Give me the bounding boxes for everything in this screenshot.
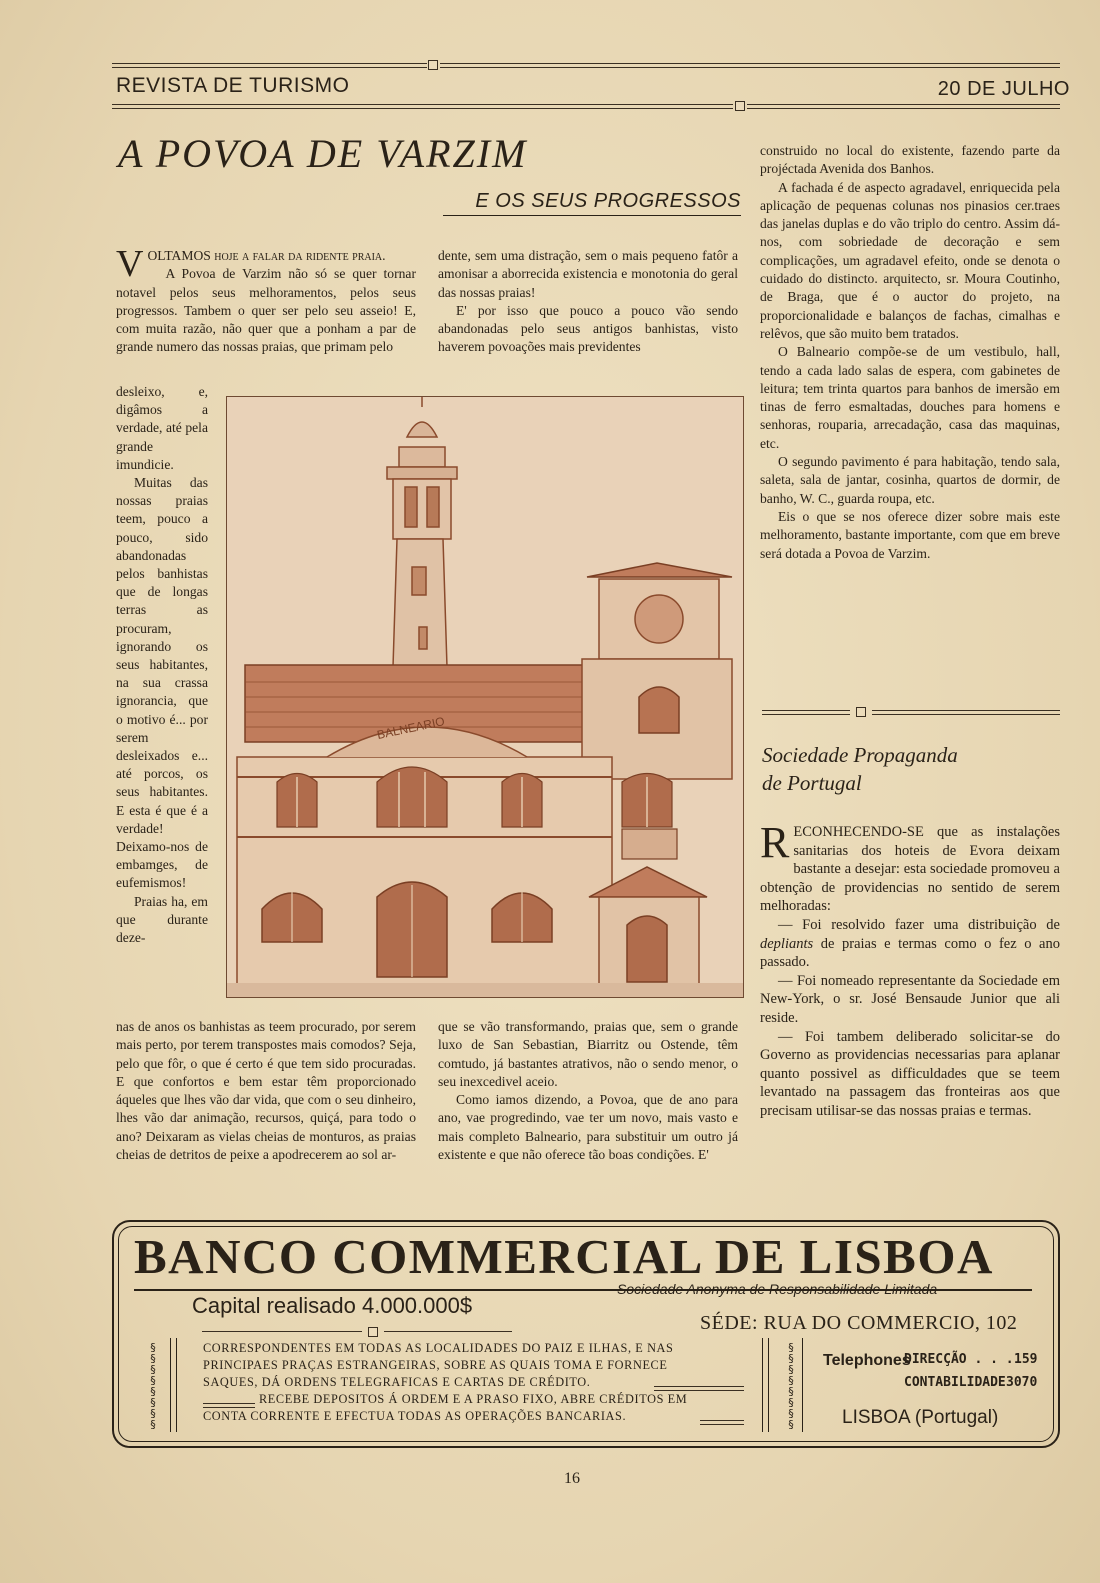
article-subtitle: E OS SEUS PROGRESSOS <box>443 190 741 216</box>
paragraph: Como iamos dizendo, a Povoa, que de ano para ano, vae progredindo, vae ter um novo, mais vasto e mais completo Balneario, para substituir um outro já existente e que não oferece tão boas condições. E' <box>438 1092 738 1163</box>
section-divider <box>762 710 850 715</box>
ornament-column: § § § § § § § § <box>788 1341 794 1431</box>
balneario-illustration <box>226 396 744 998</box>
ornament-square <box>368 1327 378 1337</box>
ad-text-rule <box>654 1386 744 1391</box>
article-column-1-bottom <box>116 1018 416 1164</box>
ornament-column: § § § § § § § § <box>150 1341 156 1431</box>
bank-city: LISBOA (Portugal) <box>842 1407 999 1428</box>
news-title <box>762 741 958 797</box>
paragraph: nas de anos os banhistas as teem procurado, por serem mais perto, por terem transpostes mais comodos? Seja, pelo que fôr, o que é certo é que tem sido procuradas. E que confortos e bem estar têm proporcionado áqueles que lhes vão dar vida, que com o seu dinheiro, lhes vão dar animação, recursos, quiçá, para todo o ano? Deixaram as vielas cheias de monturos, as praias cheias de detritos de peixe a apodrecerem ao sol ar- <box>116 1019 416 1163</box>
ad-text-line: CORRESPONDENTES EM TODAS AS LOCALIDADES DO PAIZ E ILHAS, E NAS <box>203 1341 674 1355</box>
news-intro: ECONHECENDO-SE que as instalações sanitarias dos hoteis de Evora deixam bastante a desejar: esta sociedade promoveu a obtenção de providencias no sentido de serem melhoradas: <box>760 824 1060 915</box>
ornament-vertical-rule <box>176 1338 177 1432</box>
news-item: — Foi tambem deliberado solicitar-se do Governo as providencias necessarias para aplanar quanto possivel as difficuldades que se teem levantado na passagem das fronteiras aos que precisam utilisar-se das nossas praias e termas. <box>760 1028 1060 1119</box>
paragraph: A fachada é de aspecto agradavel, enriquecida pela aplicação de pequenas colunas nos pinasios cer.traes das janelas duplas e do vão triplo do centro. Assim dá-nos, com sobriedade de decoração e sem complicações, um agradavel efeito, onde se denota o cuidado do distincto. arquitecto, sr. Moura Coutinho, de Braga, que é o auctor do projeto, na proporcionalidade e balanços de fachas, cimalhas e relêvos, que são muito bem tratados. <box>760 179 1060 341</box>
article-column-3 <box>760 142 1060 563</box>
ad-text-line: RECEBE DEPOSITOS Á ORDEM E A PRASO FIXO, ABRE CRÉDITOS EM <box>259 1392 688 1406</box>
ornament-vertical-rule <box>170 1338 171 1432</box>
telephone-direction-label: DIRECÇÃO . . . <box>904 1352 1014 1367</box>
ornament-vertical-rule <box>762 1338 763 1432</box>
ad-text-line: PRINCIPAES PRAÇAS ESTRANGEIRAS, SOBRE AS QUAIS TOMA E FORNECE <box>203 1358 668 1372</box>
article-column-2-bottom <box>438 1018 738 1164</box>
paragraph: OLTAMOS hoje a falar da ridente praia. <box>147 248 386 263</box>
magazine-title: REVISTA DE TURISMO <box>116 74 350 97</box>
telephone-direction-number: 159 <box>1014 1352 1038 1367</box>
ad-text-line: SAQUES, DÁ ORDENS TELEGRAFICAS E CARTAS DE CRÉDITO. <box>203 1375 591 1389</box>
telephone-accounting-number: 3070 <box>1006 1375 1038 1390</box>
article-column-1-top <box>116 243 416 357</box>
news-column <box>760 818 1060 1121</box>
paragraph: A Povoa de Varzim não só se quer tornar notavel pelos seus melhoramentos, pelos seus progressos. Tambem o quer ser pelo seu asseio! E, com muita razão, não quer que a ponham a par de grande numero das nossas praias, que primam pelo <box>116 266 416 355</box>
building-drawing <box>227 397 743 997</box>
news-item-emphasis: depliants <box>760 935 814 952</box>
paragraph: que se vão transformando, praias que, sem o grande luxo de San Sebastian, Biarritz ou Ostende, têm comtudo, já bastantes atrativos, não o sendo menor, o seu inexcedivel aceio. <box>438 1019 738 1089</box>
bank-services-text <box>203 1340 745 1425</box>
header-rule-top <box>440 63 1060 68</box>
issue-date: 20 DE JULHO <box>937 78 1070 100</box>
header-rule-bottom <box>747 104 1060 109</box>
ornament-square <box>428 60 438 70</box>
bank-headquarters: SÉDE: RUA DO COMMERCIO, 102 <box>700 1312 1018 1334</box>
news-item-text: — Foi resolvido fazer uma distribuição de <box>778 916 1060 933</box>
news-title-line: de Portugal <box>762 771 862 795</box>
telephone-accounting-label: CONTABILIDADE <box>904 1375 1006 1390</box>
news-item <box>760 916 1060 972</box>
paragraph: dente, sem uma distração, sem o mais pequeno fatôr a amonisar a aborrecida existencia e monotonia do geral das nossas praias! <box>438 248 738 300</box>
news-item: — Foi nomeado representante da Sociedade em New-York, o sr. José Bensaude Junior que ali reside. <box>760 972 1060 1026</box>
illustration-sign: BALNEARIO <box>375 714 446 743</box>
bank-capital: Capital realisado 4.000.000$ <box>192 1293 473 1318</box>
ad-text-line: CONTA CORRENTE E EFECTUA TODAS AS OPERAÇÕES BANCARIAS. <box>203 1409 627 1423</box>
capital-rule <box>202 1331 362 1332</box>
article-column-2-top <box>438 247 738 357</box>
ad-text-rule <box>700 1420 744 1425</box>
ornament-vertical-rule <box>768 1338 769 1432</box>
telephones-label: Telephones <box>823 1352 911 1369</box>
drop-cap: R <box>760 818 790 867</box>
ad-text-rule <box>203 1403 255 1408</box>
paragraph: Muitas das nossas praias teem, pouco a pouco, sido abandonadas pelos banhistas que de longas terras as procuram, ignorando os seus habitantes, na sua crassa ignorancia, que o motivo é... por serem desleixados e... até porcos, os seus habitantes. E esta é que é a verdade! Deixamo-nos de embamges, de eufemismos! <box>116 475 208 891</box>
news-item-text: de praias e termas como o fez o ano passado. <box>760 935 1060 971</box>
ornament-square <box>856 707 866 717</box>
news-title-line: Sociedade Propaganda <box>762 743 958 767</box>
paragraph: Praias ha, em que durante deze- <box>116 893 208 946</box>
bank-name: BANCO COMMERCIAL DE LISBOA <box>134 1229 994 1284</box>
page-number: 16 <box>564 1470 580 1487</box>
ornament-vertical-rule <box>802 1338 803 1432</box>
article-column-1-narrow <box>116 383 208 947</box>
header-rule-bottom <box>112 104 733 109</box>
bank-society-type: Sociedade Anonyma de Responsabilidade Limitada <box>617 1281 938 1297</box>
section-divider <box>872 710 1060 715</box>
ornament-square <box>735 101 745 111</box>
capital-rule <box>384 1331 512 1332</box>
paragraph: construido no local do existente, fazendo parte da projéctada Avenida dos Banhos. <box>760 143 1060 177</box>
paragraph: desleixo, e, digâmos a verdade, até pela grande imundicie. <box>116 384 208 472</box>
article-title: A POVOA DE VARZIM <box>118 131 528 176</box>
paragraph: O segundo pavimento é para habitação, tendo sala, saleta, sala de jantar, cosinha, quartos de dormir, de banho, W. C., guarda roupa, etc. <box>760 454 1060 506</box>
drop-cap: V <box>116 243 144 285</box>
paragraph: O Balneario compõe-se de um vestibulo, hall, tendo a cada lado salas de espera, com gabinetes de leitura; tem trinta quartos para banhos de imersão em tinas de ferro esmaltadas, douches para homens e senhoras, rouparia, arrecadação, casa das maquinas, etc. <box>760 344 1060 451</box>
header-rule-top <box>112 63 427 68</box>
paragraph: E' por isso que pouco a pouco vão sendo abandonadas pelo seus antigos banhistas, visto haverem povoações mais previdentes <box>438 302 738 355</box>
paragraph: Eis o que se nos oferece dizer sobre mais este melhoramento, bastante importante, com que em breve será dotada a Povoa de Varzim. <box>760 508 1060 561</box>
